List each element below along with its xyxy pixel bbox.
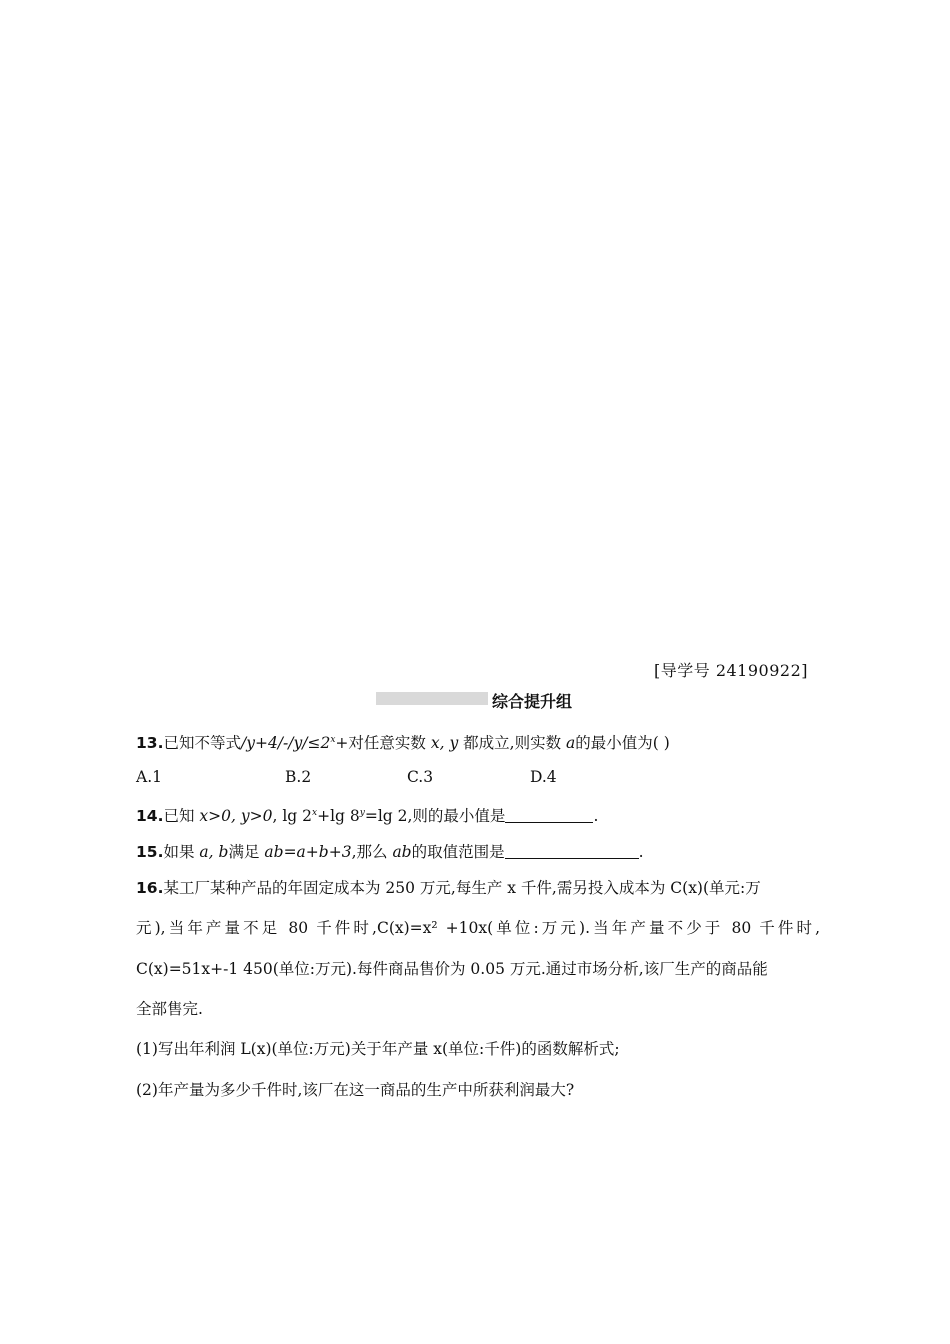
question-16-sub-1: (1)写出年利润 L(x)(单位:万元)关于年产量 x(单位:千件)的函数解析式;	[136, 1040, 620, 1058]
option-b: B.2	[285, 768, 312, 786]
answer-blank	[505, 808, 593, 823]
question-text: 满足	[228, 843, 260, 861]
exponent: x	[312, 808, 318, 818]
question-number: 16.	[136, 879, 164, 897]
exponent: x	[330, 735, 336, 745]
question-14	[136, 804, 598, 826]
section-title: 综合提升组	[492, 692, 573, 711]
math-variable: a	[566, 734, 576, 752]
math-variable: a, b	[199, 843, 229, 861]
math-expression: +	[335, 734, 349, 752]
math-expression: x>0, y>0	[199, 807, 273, 825]
question-16-line-2: 元),当年产量不足 80 千件时,C(x)=x² +10x(单位:万元).当年产量不少于 80 千件时,	[136, 919, 820, 937]
math-expression: ab=a+b+3	[264, 843, 352, 861]
option-d: D.4	[530, 768, 557, 786]
option-a: A.1	[136, 768, 162, 786]
math-expression: , lg 2	[272, 807, 313, 825]
punctuation: .	[593, 807, 599, 825]
math-variable: ab	[392, 843, 412, 861]
question-number: 15.	[136, 843, 164, 861]
math-variable: x, y	[430, 734, 459, 752]
question-16-line-4: 全部售完.	[136, 1000, 203, 1018]
reference-number: [导学号 24190922]	[653, 661, 808, 680]
question-number: 13.	[136, 734, 164, 752]
question-text: 已知不等式	[163, 734, 241, 752]
question-text: 已知	[163, 807, 195, 825]
math-expression: +lg 8	[317, 807, 360, 825]
question-16-line-1	[136, 876, 761, 898]
question-text: =lg 2,则的最小值是	[364, 807, 506, 825]
exponent: y	[359, 808, 365, 818]
option-c: C.3	[407, 768, 434, 786]
question-13	[136, 731, 670, 753]
question-text: 的取值范围是	[411, 843, 505, 861]
question-text: 某工厂某种产品的年固定成本为 250 万元,每生产 x 千件,需另投入成本为 C(x)(单元:万	[163, 879, 761, 897]
question-text: 如果	[163, 843, 195, 861]
answer-blank	[505, 844, 639, 859]
question-15	[136, 840, 644, 862]
question-text: 的最小值为( )	[575, 734, 670, 752]
question-16-line-3: C(x)=51x+-1 450(单位:万元).每件商品售价为 0.05 万元.通过市场分析,该厂生产的商品能	[136, 960, 768, 978]
question-number: 14.	[136, 807, 164, 825]
punctuation: .	[638, 843, 644, 861]
question-text: ,那么	[351, 843, 388, 861]
question-text: 都成立,则实数	[463, 734, 562, 752]
question-text: 对任意实数	[348, 734, 426, 752]
math-expression: /y+4/-/y/≤2	[240, 734, 331, 752]
question-16-sub-2: (2)年产量为多少千件时,该厂在这一商品的生产中所获利润最大?	[136, 1081, 575, 1099]
section-header-bar	[376, 692, 488, 705]
